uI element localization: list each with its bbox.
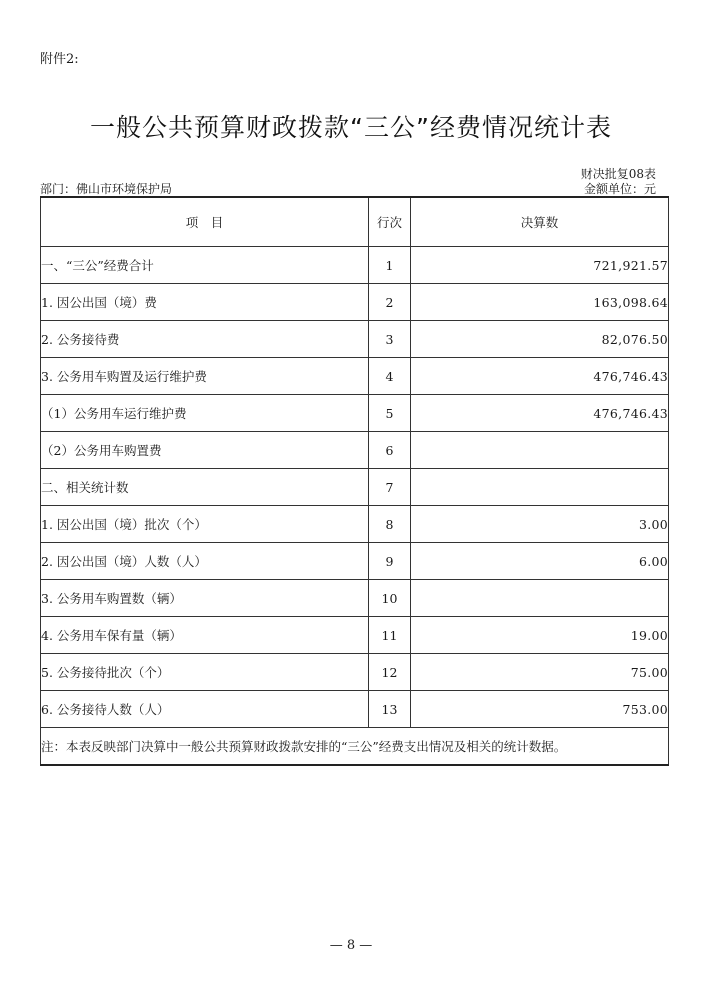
table-row — [41, 321, 669, 358]
header-item: 项 目 — [41, 197, 369, 247]
table-row — [41, 284, 669, 321]
row-line: 13 — [369, 691, 411, 728]
row-amount: 476,746.43 — [411, 358, 669, 395]
row-amount: 721,921.57 — [411, 247, 669, 284]
amount-unit-label: 金额单位：元 — [583, 182, 656, 196]
row-item: 2. 因公出国（境）人数（人） — [41, 543, 369, 580]
row-line: 2 — [369, 284, 411, 321]
row-amount — [411, 432, 669, 469]
form-code: 财决批复08表 — [580, 167, 656, 181]
row-item: 二、相关统计数 — [41, 469, 369, 506]
row-amount — [411, 469, 669, 506]
row-line: 8 — [369, 506, 411, 543]
header-amount: 决算数 — [411, 197, 669, 247]
table-row — [41, 469, 669, 506]
department-label: 部门：佛山市环境保护局 — [40, 182, 173, 196]
table-row — [41, 358, 669, 395]
table-row — [41, 580, 669, 617]
table-note: 注：本表反映部门决算中一般公共预算财政拨款安排的“三公”经费支出情况及相关的统计数据。 — [41, 728, 669, 766]
table-body — [41, 247, 669, 728]
row-amount: 753.00 — [411, 691, 669, 728]
row-amount: 82,076.50 — [411, 321, 669, 358]
row-item: 3. 公务用车购置数（辆） — [41, 580, 369, 617]
row-line: 7 — [369, 469, 411, 506]
table-row — [41, 432, 669, 469]
row-line: 9 — [369, 543, 411, 580]
row-amount: 19.00 — [411, 617, 669, 654]
row-item: 3. 公务用车购置及运行维护费 — [41, 358, 369, 395]
row-amount: 163,098.64 — [411, 284, 669, 321]
row-item: （2）公务用车购置费 — [41, 432, 369, 469]
row-line: 6 — [369, 432, 411, 469]
row-item: 5. 公务接待批次（个） — [41, 654, 369, 691]
table-row — [41, 506, 669, 543]
row-line: 3 — [369, 321, 411, 358]
row-item: （1）公务用车运行维护费 — [41, 395, 369, 432]
attachment-label: 附件2: — [40, 52, 79, 67]
row-item: 1. 因公出国（境）费 — [41, 284, 369, 321]
row-amount — [411, 580, 669, 617]
row-line: 1 — [369, 247, 411, 284]
table-row — [41, 395, 669, 432]
row-item: 1. 因公出国（境）批次（个） — [41, 506, 369, 543]
row-amount: 3.00 — [411, 506, 669, 543]
page-number: — 8 — — [329, 938, 373, 953]
row-item: 6. 公务接待人数（人） — [41, 691, 369, 728]
table-row — [41, 691, 669, 728]
row-line: 4 — [369, 358, 411, 395]
row-item: 2. 公务接待费 — [41, 321, 369, 358]
expense-table — [40, 196, 669, 766]
page-title: 一般公共预算财政拨款“三公”经费情况统计表 — [90, 113, 612, 142]
table-row — [41, 617, 669, 654]
row-line: 11 — [369, 617, 411, 654]
row-line: 12 — [369, 654, 411, 691]
row-amount: 476,746.43 — [411, 395, 669, 432]
row-line: 10 — [369, 580, 411, 617]
table-row — [41, 654, 669, 691]
header-line: 行次 — [369, 197, 411, 247]
table-header-row — [41, 197, 669, 247]
row-item: 4. 公务用车保有量（辆） — [41, 617, 369, 654]
row-line: 5 — [369, 395, 411, 432]
row-item: 一、“三公”经费合计 — [41, 247, 369, 284]
row-amount: 75.00 — [411, 654, 669, 691]
table-row — [41, 543, 669, 580]
row-amount: 6.00 — [411, 543, 669, 580]
note-row — [41, 728, 669, 766]
table-row — [41, 247, 669, 284]
